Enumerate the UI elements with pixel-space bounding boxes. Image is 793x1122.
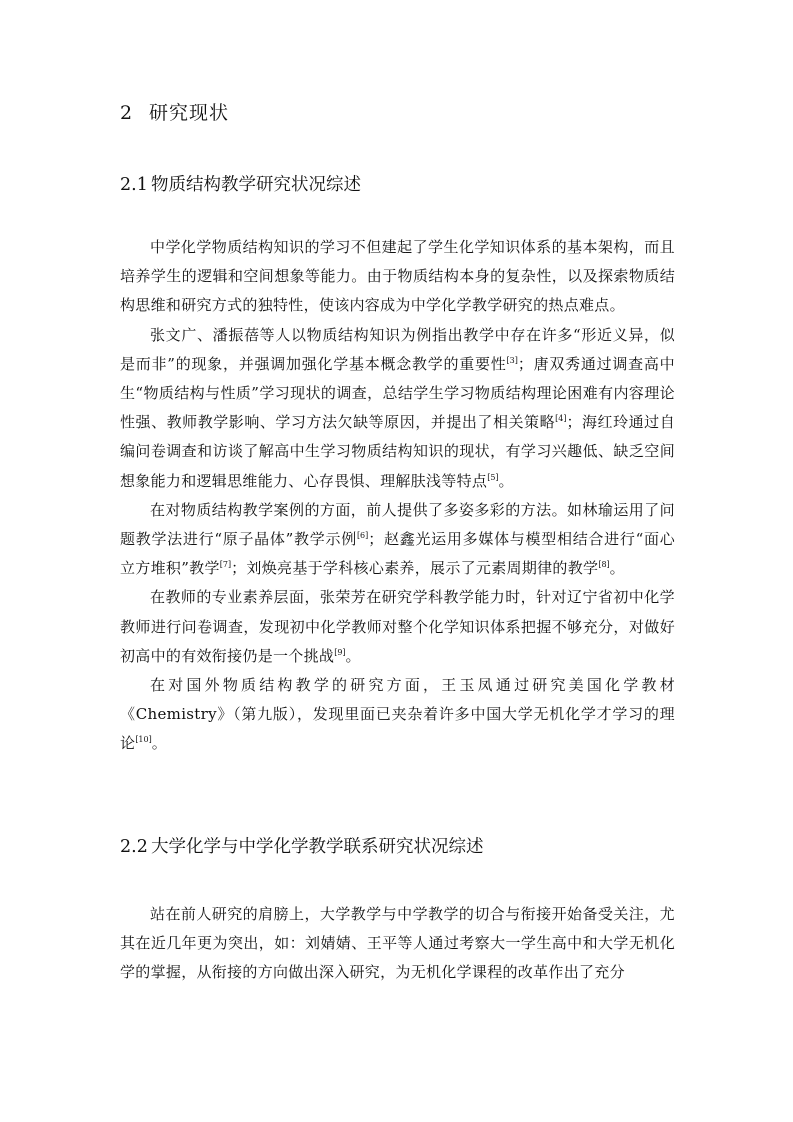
paragraph-text: 在教师的专业素养层面，张荣芳在研究学科教学能力时，针对辽宁省初中化学教师进行问卷调查，发现初中化学教师对整个化学知识体系把握不够充分，对做好初高中的有效衔接仍是一个挑战 <box>120 588 675 665</box>
paragraph-text: 中学化学物质结构知识的学习不但建起了学生化学知识体系的基本架构，而且培养学生的逻辑和空间想象等能力。由于物质结构本身的复杂性，以及探索物质结构思维和研究方式的独特性，使该内容成为中学化学教学研究的热点难点。 <box>120 238 675 315</box>
citation-ref: [6] <box>356 531 369 541</box>
body-paragraph <box>120 900 675 988</box>
body-paragraph <box>120 671 675 759</box>
chapter-heading <box>120 98 229 125</box>
chapter-number: 2 <box>120 102 134 124</box>
paragraph-text: 在对国外物质结构教学的研究方面，王玉凤通过研究美国化学教材《Chemistry》（第九版），发现里面已夹杂着许多中国大学无机化学才学习的理论 <box>120 676 675 753</box>
section-number: 2.1 <box>120 175 148 195</box>
citation-ref: [7] <box>219 560 232 570</box>
citation-ref: [10] <box>135 735 152 745</box>
citation-ref: [9] <box>334 647 346 657</box>
paragraph-text: 。 <box>151 734 168 753</box>
body-paragraph <box>120 321 675 496</box>
chapter-title: 研究现状 <box>149 102 230 124</box>
citation-ref: [5] <box>487 472 499 482</box>
paragraph-text: 在对物质结构教学案例的方面，前人提供了多姿多彩的方法。如林瑜运用了问题教学法进行“原子晶体”教学示例 <box>120 500 675 549</box>
section-title: 物质结构教学研究状况综述 <box>151 175 361 195</box>
paragraph-text: ；海红玲通过自编问卷调查和访谈了解高中生学习物质结构知识的现状，有学习兴趣低、缺乏空间想象能力和逻辑思维能力、心存畏惧、理解肤浅等特点 <box>120 413 675 490</box>
body-paragraph <box>120 496 675 584</box>
section-2-1-body <box>120 233 675 759</box>
paragraph-text: 站在前人研究的肩膀上，大学教学与中学教学的切合与衔接开始备受关注，尤其在近几年更为突出，如：刘婧婧、王平等人通过考察大一学生高中和大学无机化学的掌握，从衔接的方向做出深入研究，为无机化学课程的改革作出了充分 <box>120 905 675 982</box>
body-paragraph <box>120 583 675 671</box>
paragraph-text: ；刘焕亮基于学科核心素养，展示了元素周期律的教学 <box>231 559 599 578</box>
citation-ref: [4] <box>555 414 567 424</box>
paragraph-text: ；赵鑫光运用多媒体与模型相结合进行“面心立方堆积”教学 <box>120 530 676 578</box>
section-heading-2-2 <box>120 833 484 858</box>
section-heading-2-1 <box>120 171 361 196</box>
citation-ref: [8] <box>598 560 610 570</box>
paragraph-text: 张文广、潘振蓓等人以物质结构知识为例指出教学中存在许多“形近义异，似是而非”的现象，并强调加强化学基本概念教学的重要性 <box>120 325 675 373</box>
body-paragraph <box>120 233 675 321</box>
paragraph-text: 。 <box>498 471 514 490</box>
section-title: 大学化学与中学化学教学联系研究状况综述 <box>151 837 484 857</box>
citation-ref: [3] <box>506 355 518 365</box>
section-2-2-body <box>120 900 675 988</box>
paragraph-text: ；唐双秀通过调查高中生“物质结构与性质”学习现状的调查，总结学生学习物质结构理论困难有内容理论性强、教师教学影响、学习方法欠缺等原因，并提出了相关策略 <box>120 354 675 432</box>
section-number: 2.2 <box>120 837 148 857</box>
paragraph-text: 。 <box>609 559 625 578</box>
paragraph-text: 。 <box>345 646 361 665</box>
